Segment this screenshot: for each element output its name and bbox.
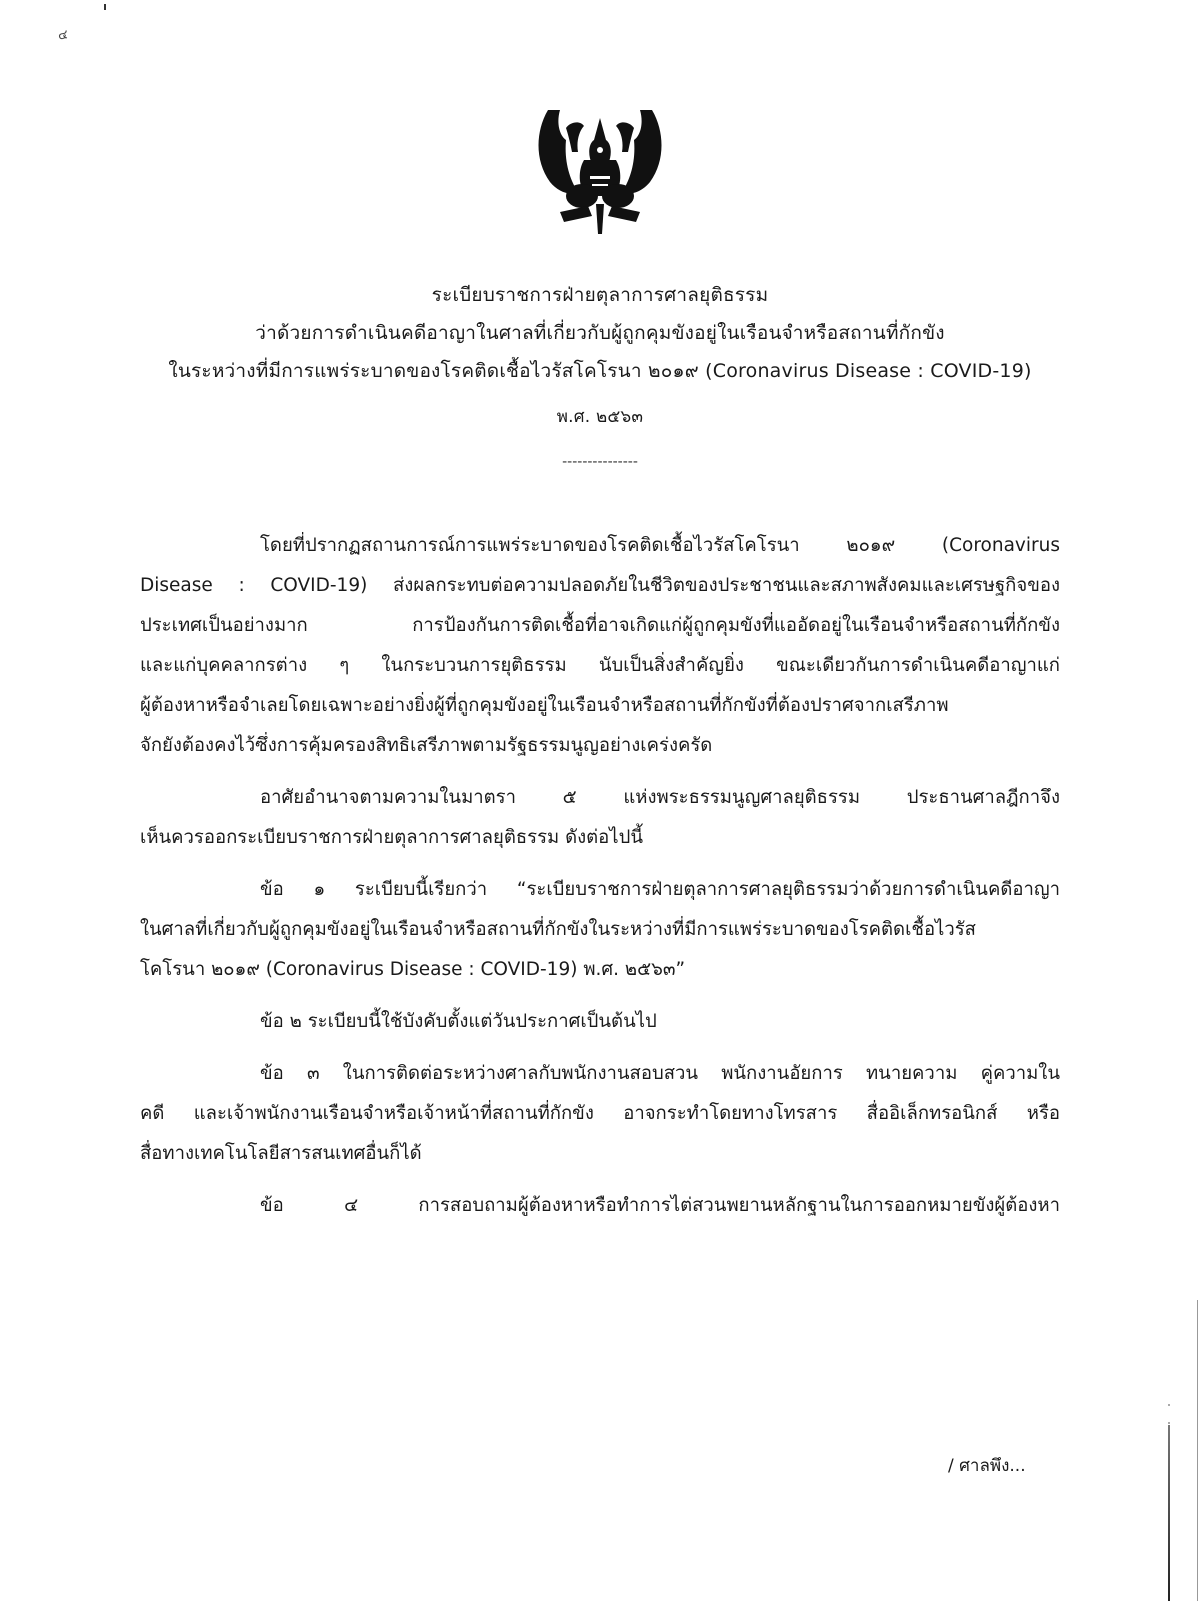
document-title — [0, 276, 1200, 470]
text-line: อาศัยอำนาจตามความในมาตรา ๕ แห่งพระธรรมนูญศาลยุติธรรม ประธานศาลฎีกาจึง — [260, 787, 1060, 808]
continuation-marker: / ศาลพึง... — [948, 1456, 1026, 1476]
title-divider: --------------- — [562, 454, 638, 470]
page-border — [1197, 1300, 1198, 1601]
text-line: เห็นควรออกระเบียบราชการฝ่ายตุลาการศาลยุติธรรม ดังต่อไปนี้ — [140, 827, 643, 848]
preamble-paragraph — [140, 526, 1060, 766]
clause-4-paragraph — [140, 1186, 1060, 1226]
title-line-1: ระเบียบราชการฝ่ายตุลาการศาลยุติธรรม — [431, 284, 769, 306]
text-line: ข้อ ๒ ระเบียบนี้ใช้บังคับตั้งแต่วันประกาศเป็นต้นไป — [260, 1011, 657, 1032]
text-line: ประเทศเป็นอย่างมาก การป้องกันการติดเชื้อที่อาจเกิดแก่ผู้ถูกคุมขังที่แออัดอยู่ในเรือนจำหรือสถานที่กักขัง — [140, 615, 1060, 636]
authority-paragraph — [140, 778, 1060, 858]
page-marker: ๔ — [57, 27, 69, 44]
clause-3-paragraph — [140, 1054, 1060, 1174]
text-line: คดี และเจ้าพนักงานเรือนจำหรือเจ้าหน้าที่สถานที่กักขัง อาจกระทำโดยทางโทรสาร สื่ออิเล็กทรอนิกส์ หรือ — [140, 1103, 1060, 1124]
document-body — [140, 526, 1060, 1238]
title-line-3: ในระหว่างที่มีการแพร่ระบาดของโรคติดเชื้อไวรัสโคโรนา ๒๐๑๙ (Coronavirus Disease : COVID-19) — [168, 360, 1032, 382]
text-line: สื่อทางเทคโนโลยีสารสนเทศอื่นก็ได้ — [140, 1143, 422, 1164]
scan-artifact — [1168, 1422, 1170, 1424]
scan-edge-line — [1168, 1425, 1170, 1601]
title-line-2: ว่าด้วยการดำเนินคดีอาญาในศาลที่เกี่ยวกับผู้ถูกคุมขังอยู่ในเรือนจำหรือสถานที่กักขัง — [255, 322, 945, 344]
clause-2-paragraph — [140, 1002, 1060, 1042]
text-line: ข้อ ๔ การสอบถามผู้ต้องหาหรือทำการไต่สวนพยานหลักฐานในการออกหมายขังผู้ต้องหา — [260, 1195, 1060, 1216]
text-line: ในศาลที่เกี่ยวกับผู้ถูกคุมขังอยู่ในเรือนจำหรือสถานที่กักขังในระหว่างที่มีการแพร่ระบาดของโรคติดเชื้อไวรัส — [140, 919, 976, 940]
text-line: จักยังต้องคงไว้ซึ่งการคุ้มครองสิทธิเสรีภาพตามรัฐธรรมนูญอย่างเคร่งครัด — [140, 735, 713, 756]
title-year: พ.ศ. ๒๕๖๓ — [556, 407, 644, 427]
text-line: ข้อ ๓ ในการติดต่อระหว่างศาลกับพนักงานสอบสวน พนักงานอัยการ ทนายความ คู่ความใน — [260, 1063, 1060, 1084]
scan-mark — [104, 4, 106, 10]
clause-1-paragraph — [140, 870, 1060, 990]
text-line: ผู้ต้องหาหรือจำเลยโดยเฉพาะอย่างยิ่งผู้ที่ถูกคุมขังอยู่ในเรือนจำหรือสถานที่กักขังที่ต้องปราศจากเสรีภาพ — [140, 695, 949, 716]
text-line: ข้อ ๑ ระเบียบนี้เรียกว่า “ระเบียบราชการฝ่ายตุลาการศาลยุติธรรมว่าด้วยการดำเนินคดีอาญา — [260, 879, 1060, 900]
text-line: โคโรนา ๒๐๑๙ (Coronavirus Disease : COVID-19) พ.ศ. ๒๕๖๓” — [140, 959, 686, 980]
garuda-emblem-icon — [530, 100, 670, 240]
scan-artifact — [1168, 1404, 1170, 1406]
text-line: และแก่บุคคลากรต่าง ๆ ในกระบวนการยุติธรรม นับเป็นสิ่งสำคัญยิ่ง ขณะเดียวกันการดำเนินคดีอาญาแก่ — [140, 655, 1060, 676]
text-line: Disease : COVID-19) ส่งผลกระทบต่อความปลอดภัยในชีวิตของประชาชนและสภาพสังคมและเศรษฐกิจของ — [140, 575, 1060, 596]
text-line: โดยที่ปรากฏสถานการณ์การแพร่ระบาดของโรคติดเชื้อไวรัสโคโรนา ๒๐๑๙ (Coronavirus — [260, 535, 1060, 556]
